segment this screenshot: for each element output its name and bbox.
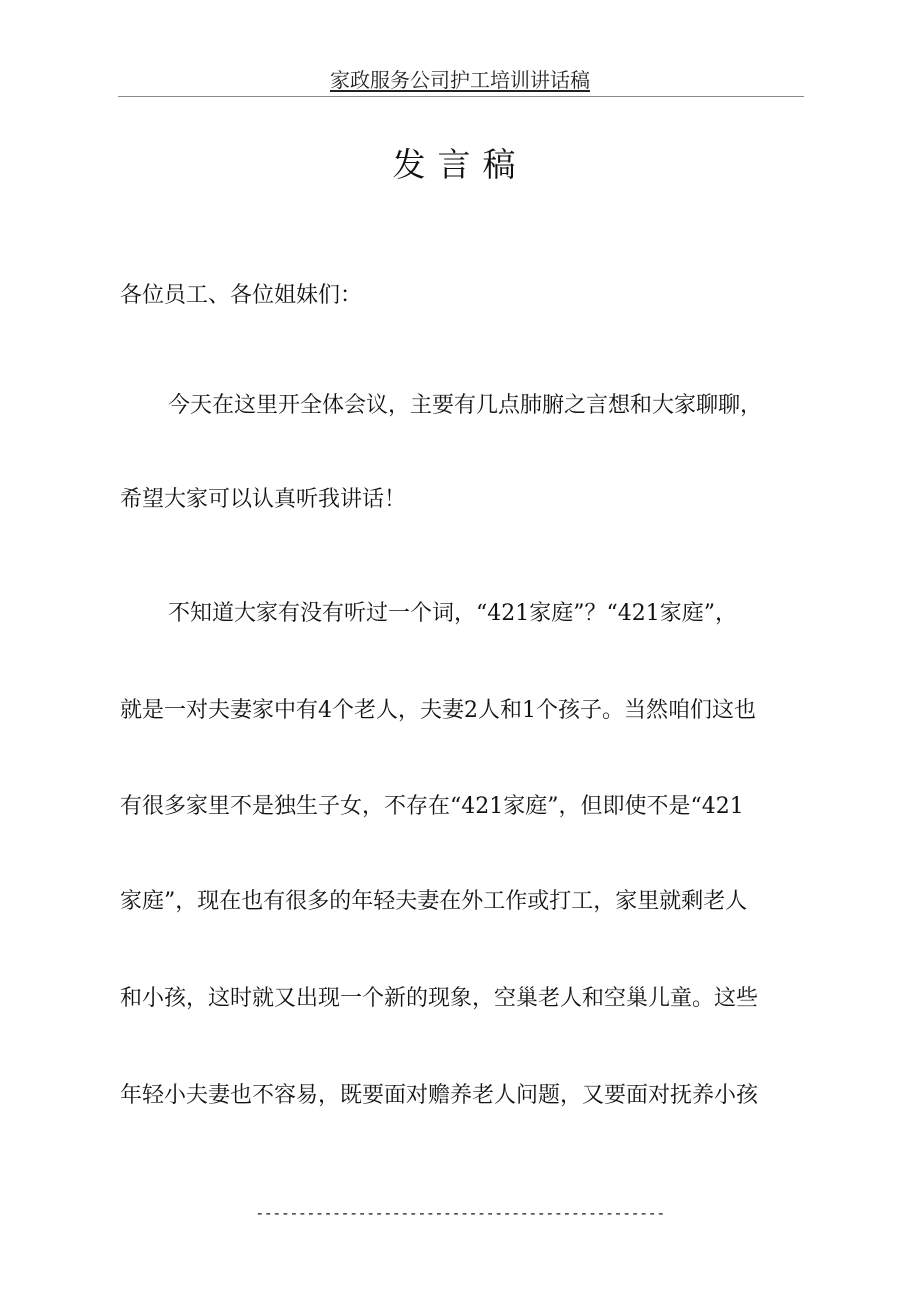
header-rule bbox=[118, 96, 804, 97]
salutation: 各位员工、各位姐妹们： bbox=[120, 283, 363, 308]
paragraph-2-line-1: 不知道大家有没有听过一个词，“421家庭”？“421家庭”， bbox=[168, 601, 737, 626]
running-header: 家政服务公司护工培训讲话稿 bbox=[330, 68, 590, 92]
paragraph-2-line-5: 和小孩，这时就又出现一个新的现象，空巢老人和空巢儿童。这些 bbox=[120, 986, 759, 1011]
paragraph-2-line-4: 家庭”，现在也有很多的年轻夫妻在外工作或打工，家里就剩老人 bbox=[120, 889, 748, 914]
paragraph-2-line-6: 年轻小夫妻也不容易，既要面对赡养老人问题，又要面对抚养小孩 bbox=[120, 1083, 759, 1108]
paragraph-2-line-2: 就是一对夫妻家中有4个老人，夫妻2人和1个孩子。当然咱们这也 bbox=[120, 698, 756, 723]
paragraph-1-line-1: 今天在这里开全体会议，主要有几点肺腑之言想和大家聊聊， bbox=[168, 393, 763, 418]
footer-dash-line: ------------------------------------------------ bbox=[255, 1204, 665, 1222]
paragraph-1-line-2: 希望大家可以认真听我讲话！ bbox=[120, 487, 407, 512]
paragraph-2-line-3: 有很多家里不是独生子女，不存在“421家庭”，但即使不是“421 bbox=[120, 794, 744, 819]
document-title: 发言稿 bbox=[392, 145, 528, 184]
